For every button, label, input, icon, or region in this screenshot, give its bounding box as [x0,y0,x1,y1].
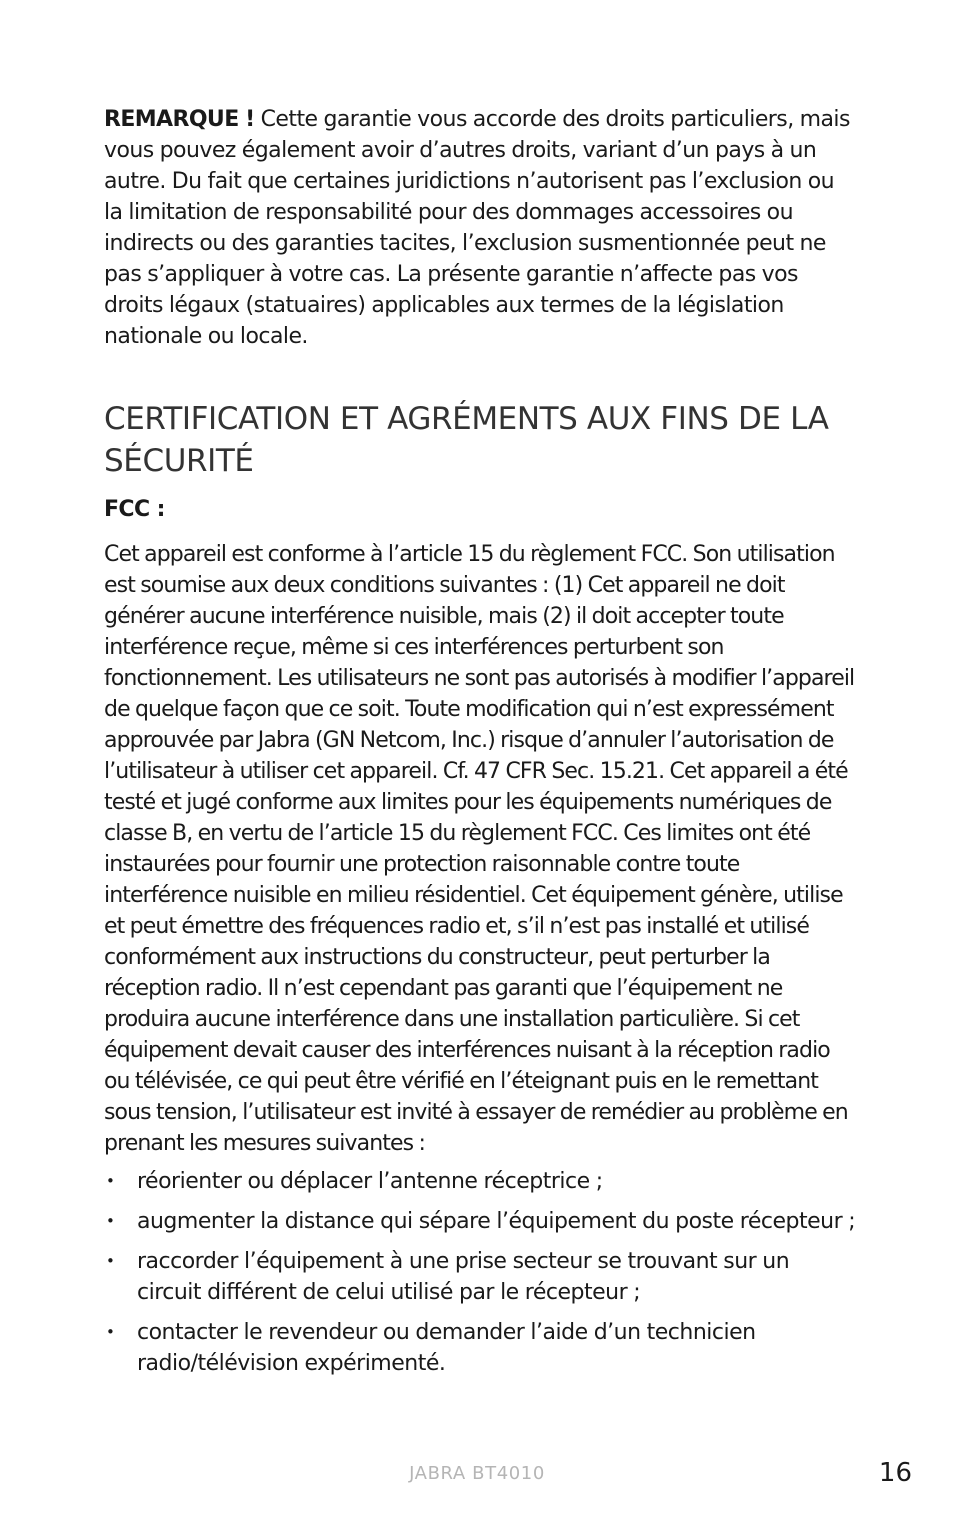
footer-brand: JABRA BT4010 [409,1463,545,1484]
page-number: 16 [878,1458,912,1488]
list-item: • contacter le revendeur ou demander l’aide d’un technicien radio/télévision expérimenté. [104,1317,856,1379]
bullet-icon: • [106,1212,115,1230]
list-item: • réorienter ou déplacer l’antenne réceptrice ; [104,1166,856,1197]
fcc-subtitle: FCC : [104,497,165,522]
fcc-body-paragraph: Cet appareil est conforme à l’article 15 du règlement FCC. Son utilisation est soumise aux deux conditions suivantes : (1) Cet appareil ne doit générer aucune interférence nuisible, mais (2) il doit accepter toute interférence reçue, même si ces interférences perturbent son fonctionnement. Les utilisateurs ne sont pas autorisés à modifier l’appareil de quelque façon que ce soit. Toute modification qui n’est expressément approuvée par Jabra (GN Netcom, Inc.) risque d’annuler l’autorisation de l’utilisateur à utiliser cet appareil. Cf. 47 CFR Sec. 15.21. Cet appareil a été testé et jugé conforme aux limites pour les équipements numériques de classe B, en vertu de l’article 15 du règlement FCC. Ces limites ont été instaurées pour fournir une protection raisonnable contre toute interférence nuisible en milieu résidentiel. Cet équipement génère, utilise et peut émettre des fréquences radio et, s’il n’est pas installé et utilisé conformément aux instructions du constructeur, peut perturber la réception radio. Il n’est cependant pas garanti que l’équipement ne produira aucune interférence dans une installation particulière. Si cet équipement devait causer des interférences nuisant à la réception radio ou télévisée, ce qui peut être vérifié en l’éteignant puis en le remettant sous tension, l’utilisateur est invité à essayer de remédier au problème en prenant les mesures suivantes : [104,542,855,1156]
remark-paragraph [104,104,856,352]
document-page [104,104,856,1388]
section-title: CERTIFICATION ET AGRÉMENTS AUX FINS DE LA SÉCURITÉ [104,401,829,479]
list-item: • raccorder l’équipement à une prise secteur se trouvant sur un circuit différent de celui utilisé par le récepteur ; [104,1246,856,1308]
bullet-icon: • [106,1323,115,1341]
bullet-icon: • [106,1172,115,1190]
remark-label: REMARQUE ! [104,107,255,132]
list-item: • augmenter la distance qui sépare l’équipement du poste récepteur ; [104,1206,856,1237]
measures-list [104,1166,856,1379]
bullet-icon: • [106,1252,115,1270]
remark-text: Cette garantie vous accorde des droits particuliers, mais vous pouvez également avoir d’autres droits, variant d’un pays à un autre. Du fait que certaines juridictions n’autorisent pas l’exclusion ou la limitation de responsabilité pour des dommages accessoires ou indirects ou des garanties tacites, l’exclusion susmentionnée peut ne pas s’appliquer à votre cas. La présente garantie n’affecte pas vos droits légaux (statuaires) applicables aux termes de la législation nationale ou locale. [104,107,850,349]
